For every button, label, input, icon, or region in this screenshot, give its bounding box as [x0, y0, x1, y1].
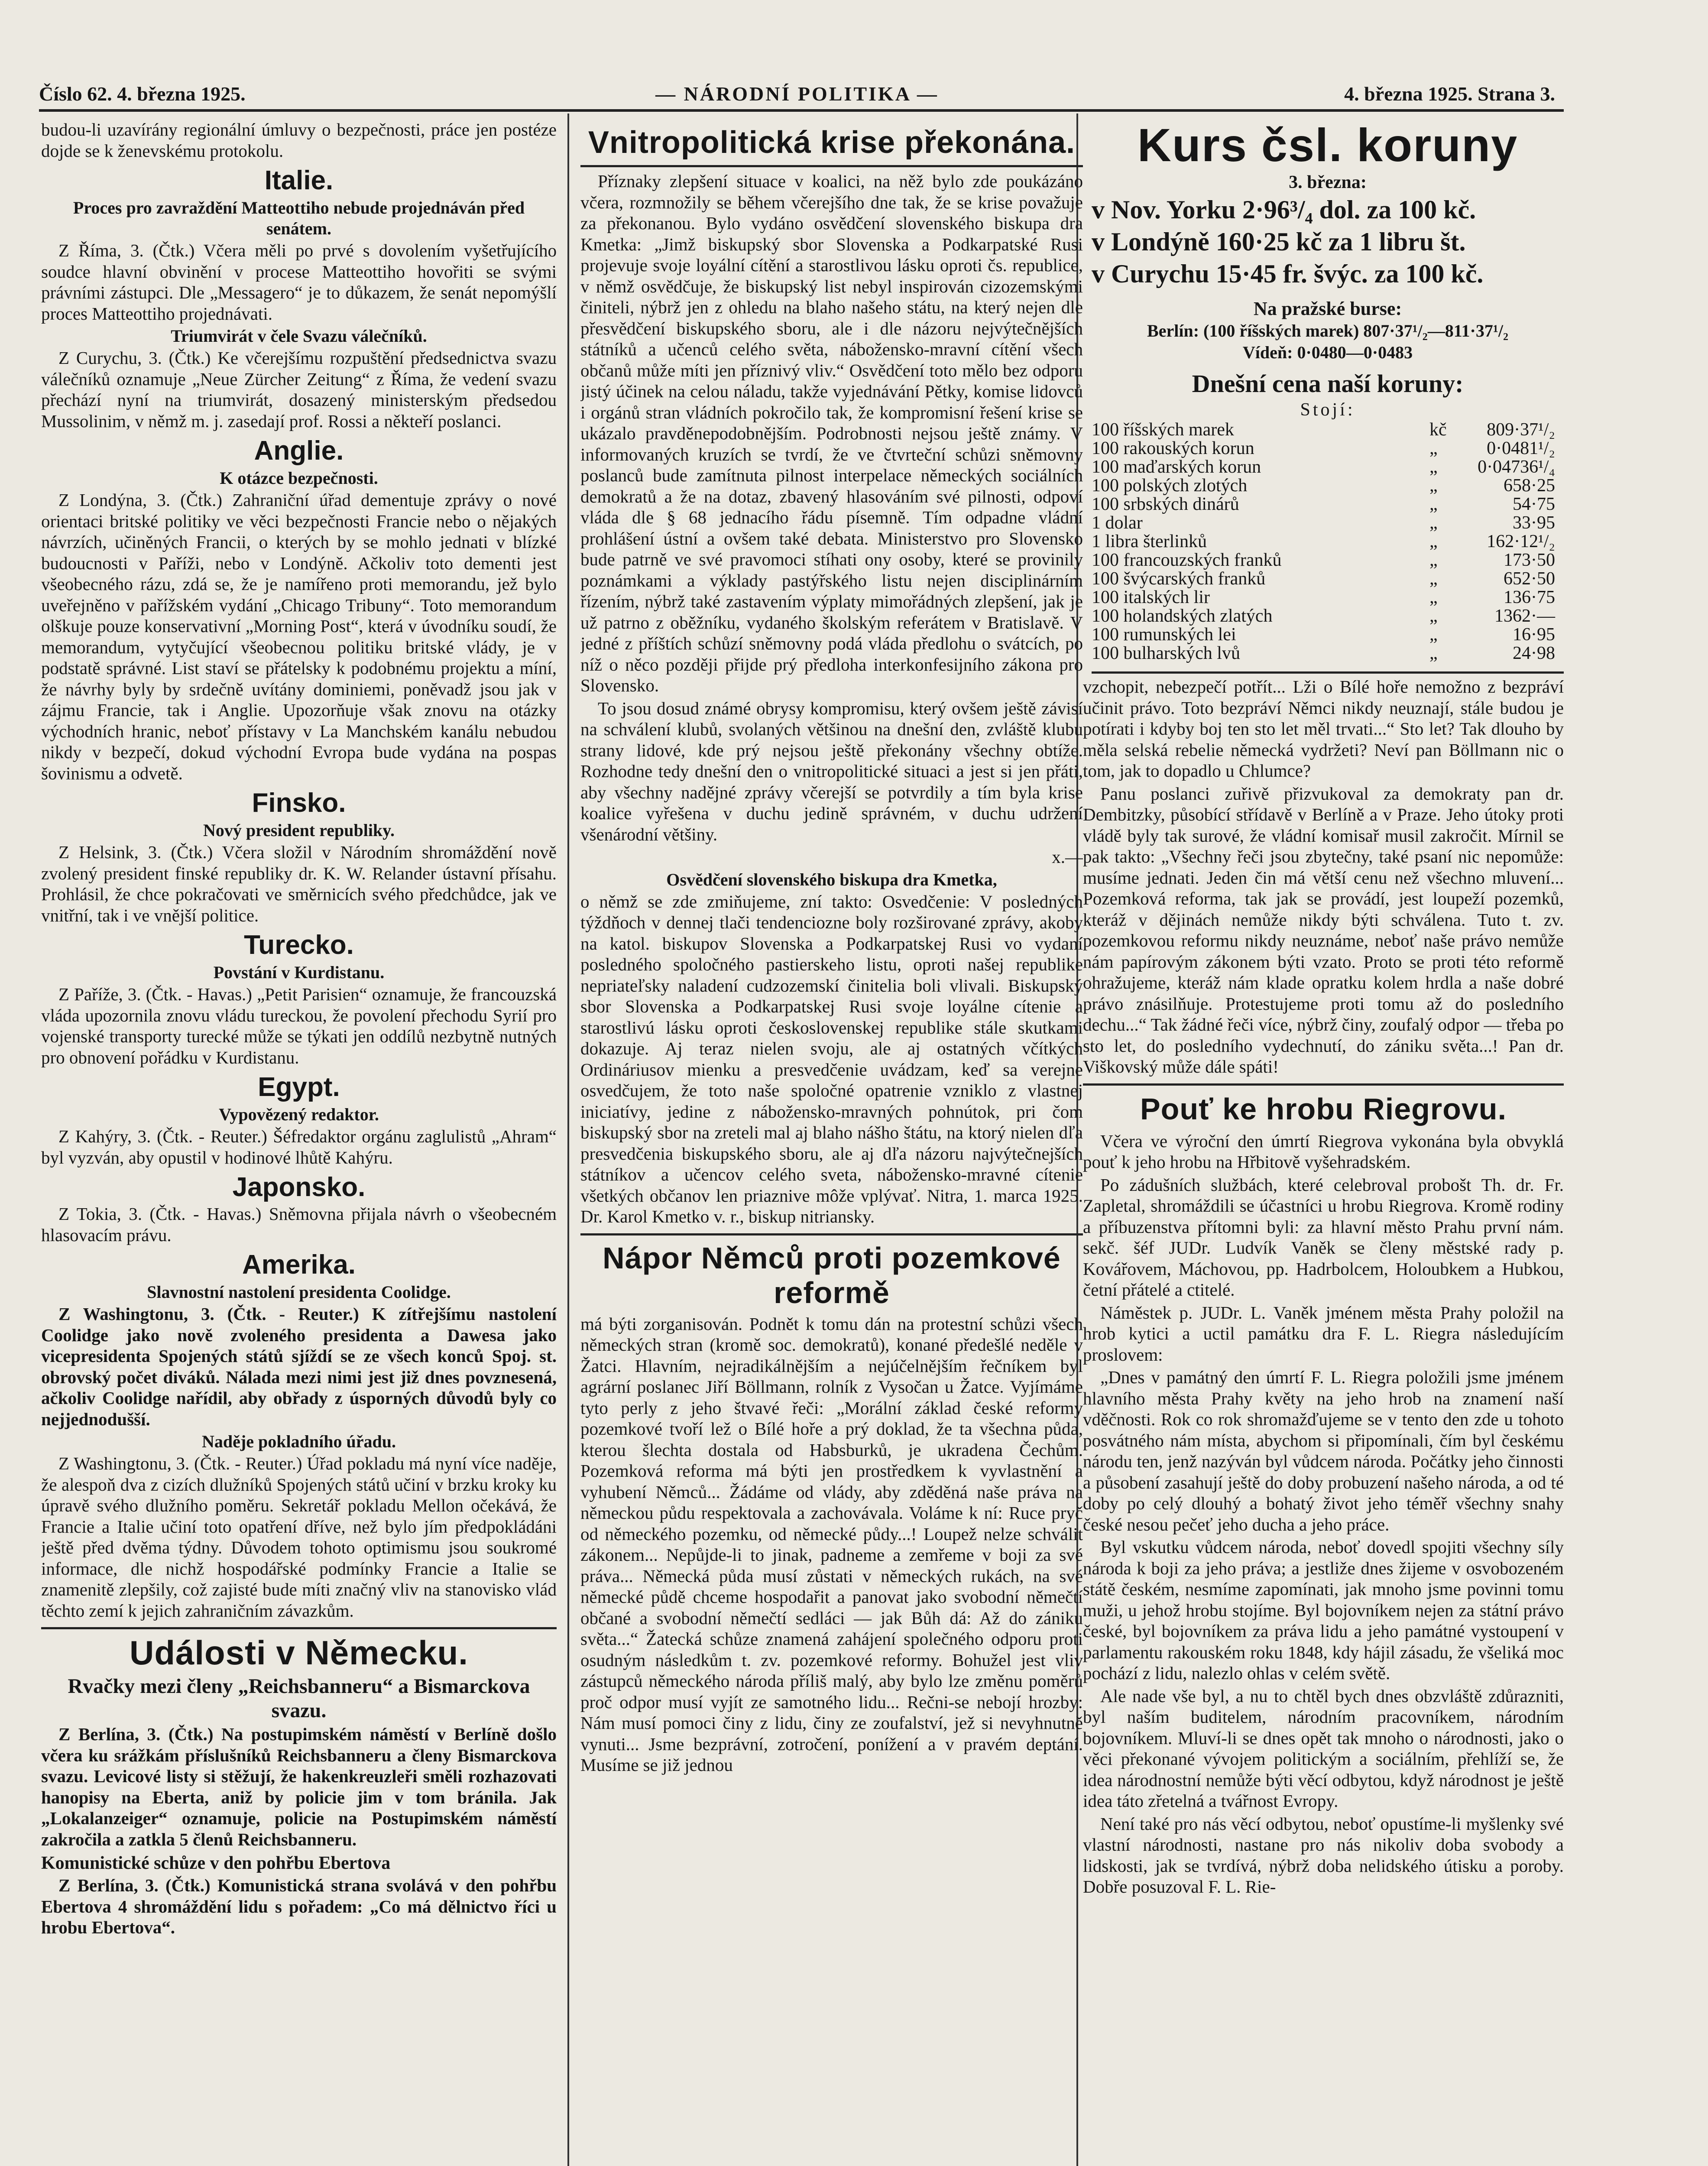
- subheading: Proces pro zavraždění Matteottiho nebude projednáván před senátem.: [73, 198, 525, 238]
- rate-row: [1092, 551, 1564, 570]
- rate-value: 33·95: [1513, 513, 1555, 533]
- column-3: [1083, 119, 1564, 2166]
- article-paragraph: Panu poslanci zuřivě přizvukoval za demokraty pan dr. Dembitzky, působící střídavě v Berlíně a v Praze. Jeho útoky proti vládě byly tak surové, že vládní komisař musil zakročit. Mírnil se pak takto: „Všechny řeči jsou zbytečny, také psaní nic nepomůže: musíme jednati. Jeden čin má větší cenu než všechno mluvení... Pozemková reforma, tak jak se provádí, jest loupeží pozemků, kteráž v dějinách nemůže nikdy býti schválena. Tuto t. zv. pozemkovou reformu nikdy neuznáme, neboť naše právo nemůže nám papírovým zákonem býti vzato. Proto se proti této reformě ohražujeme, kteráž nám klade opratku kolem hrdla a naše dobré právo znásilňuje. Protestujeme proti tomu až do posledního dechu...“ Tak žádné řeči více, nýbrž činy, zoufalý odpor — třeba po sto let, do posledního vydechnutí, do zániku světa...! Pan dr. Viškovský může dále spáti!: [1083, 783, 1564, 1077]
- rate-row: [1092, 514, 1564, 532]
- burse-vienna: Vídeň: 0·0480—0·0483: [1242, 343, 1413, 362]
- rate-unit: „: [1429, 587, 1438, 607]
- rate-value: 809·37¹/₂: [1487, 420, 1555, 440]
- subheading: Osvědčení slovenského biskupa dra Kmetka,: [666, 869, 997, 889]
- section-rule: [41, 1627, 557, 1629]
- header-page-number: 4. března 1925. Strana 3.: [1344, 83, 1555, 105]
- page-header: [39, 82, 1555, 106]
- article-paragraph: Byl vskutku vůdcem národa, neboť dovedl spojiti všechny síly národa k boji za jeho práva; a jestliže dnes žijeme v osvobozeném státě českém, nesmíme zapomínati, jak mnoho jsme povinni tomu muži, u jehož hrobu stojíme. Byl bojovníkem nejen za státní právo české, byl bojovníkem za práva lidu a jeho památné vystoupení v parlamentu rakouském roku 1848, kdy hájil zásadu, že všeliká moc pochází z lidu, nalezlo ohlas v celém světě.: [1083, 1537, 1564, 1683]
- rate-value: 162·12¹/₂: [1487, 532, 1555, 551]
- rate-row: [1092, 458, 1564, 477]
- rate-unit: „: [1429, 532, 1438, 551]
- article-paragraph: Z Washingtonu, 3. (Čtk. - Reuter.) Úřad pokladu má nyní více naděje, že alespoň dva z cizích dlužníků Spojených států učiní v brzku kroky ku úpravě svého dlužního poměru. Sekretář pokladu Mellon očekává, že Francie a Italie učiní toto opatření dříve, než bylo jím předpokládáni ještě před dvěma týdny. Důvodem tohoto optimismu jsou soukromé informace, dle nichž hospodářské podmínky Francie a Italie se znamenitě zlepšily, což zajisté bude míti značný vliv na stanovisko vlád těchto zemí k jejich zahraničním závazkům.: [41, 1453, 557, 1621]
- section-title-japonsko: Japonsko.: [232, 1172, 366, 1202]
- kurs-london: v Londýně 160·25 kč za 1 libru št.: [1092, 227, 1466, 256]
- rate-value: 16·95: [1513, 625, 1555, 645]
- article-paragraph: Příznaky zlepšení situace v koalici, na něž bylo zde poukázáno včera, rozmnožily se během včerejšího dne tak, že se krise považuje za překonanou. Bylo vydáno osvědčení slovenského biskupa dra Kmetka: „Jimž biskupský sbor Slovenska a Podkarpatské Rusi projevuje svoje loyální cítění a starostlivou lásku oproti čs. republice, v němž osvědčuje, že biskupský list nebyl inspirován cizozemskými činiteli, nýbrž jen z ohledu na blaho našeho státu, na který nejen dle přesvědčení biskupského sboru, ale i dle názoru nejvýtečnějších státníků a učenců celého světa, nábožensko-mravní cítění všech občanů může míti jen příznivý vliv.“ Osvědčení toto mělo bez odporu jistý účinek na celou náladu, takže vyjednávání Pětky, komise lidovců i orgánů stran vládních pokročilo tak, že kompromisní řešení krise se ukázalo pravděnepodobnějším. Podrobnosti nejsou ještě známy. V informovaných kruzích se tvrdí, že ve čtvrteční schůzi sněmovny poslanců bude zamítnuta pilnost interpelace německých sociálních demokratů a že na dotaz, zbavený hlasováním své pilnosti, odpoví vláda dle § 68 jednacího řádu písemně. Tím odpadne vládní prohlášení ústní a ovšem také debata. Ministerstvo pro Slovensko bude patrně ve své pravomoci stíhati ony osoby, které se provinily poznámkami a výklady pastýřského listu nejen disciplinárním řízením, nýbrž také zastavením výplaty mimořádných zlepšení, jak je už patrno z oběžníku, vydaného školským referátem v Bratislavě. V jedné z příštích schůzí sněmovny podá vláda předlohu o svátcích, po níž o něco později přijde prý předloha interkonfesijního zákona pro Slovensko.: [580, 171, 1083, 695]
- article-paragraph: Z Tokia, 3. (Čtk. - Havas.) Sněmovna přijala návrh o všeobecném hlasovacím právu.: [41, 1204, 557, 1245]
- section-rule: [580, 1233, 1083, 1235]
- rate-value: 652·50: [1504, 569, 1555, 589]
- rate-label: 1 dolar: [1092, 513, 1143, 533]
- section-title-italie: Italie.: [264, 165, 334, 195]
- burse-heading: Na pražské burse:: [1253, 298, 1402, 319]
- subheading: K otázce bezpečnosti.: [220, 468, 378, 488]
- section-rule: [1092, 671, 1564, 674]
- section-rule: [1083, 1083, 1564, 1086]
- column-1: [41, 119, 557, 2166]
- article-paragraph: Náměstek p. JUDr. L. Vaněk jménem města Prahy položil na hrob kytici a uctil památku dra F. L. Riegra následujícím proslovem:: [1083, 1302, 1564, 1365]
- rate-unit: „: [1429, 625, 1438, 645]
- headline-nemecko: Události v Německu.: [130, 1634, 468, 1672]
- rate-unit: kč: [1429, 420, 1447, 440]
- article-paragraph: Ale nade vše byl, a nu to chtěl bych dnes obzvláště zdůrazniti, byl naším buditelem, národním pracovníkem, národním bojovníkem. Mluví-li se dnes opět tak mnoho o národnosti, jako o věci překonané vývojem politickým a sociálním, přehlíží se, že idea národnostní nemůže býti věcí odbytou, když národnost je ještě idea táto zřetelná a tvářnost Evropy.: [1083, 1686, 1564, 1811]
- rate-label: 100 srbských dinárů: [1092, 494, 1239, 514]
- subheading: Nový president republiky.: [203, 820, 395, 840]
- article-paragraph: Včera ve výroční den úmrtí Riegrova vykonána byla obvyklá pouť k jeho hrobu na Hřbitově vyšehradském.: [1083, 1131, 1564, 1172]
- author-sign: x.—: [1052, 847, 1083, 867]
- section-title-anglie: Anglie.: [254, 436, 344, 466]
- header-rule: [39, 109, 1564, 112]
- subheading: Povstání v Kurdistanu.: [213, 963, 385, 982]
- article-paragraph: Z Curychu, 3. (Čtk.) Ke včerejšímu rozpuštění předsednictva svazu válečníků oznamuje „Neue Zürcher Zeitung“ z Říma, že vedení svazu přechází nyní na triumvirát, dosazený ministerským předsedou Mussolinim, v němž m. j. zasedají prof. Rossi a někteří poslanci.: [41, 348, 557, 431]
- intro-paragraph: budou-li uzavírány regionální úmluvy o bezpečnosti, práce jen postéze dojde se k ženevskému protokolu.: [41, 120, 557, 161]
- rate-row: [1092, 477, 1564, 495]
- rate-label: 100 holandských zlatých: [1092, 606, 1273, 626]
- rate-value: 24·98: [1513, 643, 1555, 663]
- rates-table: [1092, 421, 1564, 663]
- column-divider-1: [567, 113, 569, 2166]
- rate-label: 100 říšských marek: [1092, 420, 1234, 440]
- article-paragraph: Po zádušních službách, které celebroval probošt Th. dr. Fr. Zapletal, shromáždili se účastníci u hrobu Riegrova. Kromě rodiny a příbuzenstva přítomni byli: za hlavní město Prahu první nám. sekč. šéf JUDr. Ludvík Vaněk se členy městské rady p. Kovářovem, Máchovou, pp. Hadrbolcem, Holoubkem a Hubkou, četní přátelé a ctitelé.: [1083, 1174, 1564, 1300]
- kurs-date: 3. března:: [1289, 172, 1367, 192]
- subheading: Rvačky mezi členy „Reichsbanneru“ a Bismarckova svazu.: [68, 1675, 530, 1722]
- subheading: Komunistické schůze v den pohřbu Ebertova: [41, 1853, 391, 1873]
- article-paragraph: vzchopit, nebezpečí potřít... Lži o Bílé hoře nemožno z bezpráví učinit právo. Toto bezpráví Němci nikdy neuznají, stále budou je potírati i kdyby boj ten sto let měl trvati...“ Sto let? Tak dlouho by měla selská rebelie německá vydržeti? Neví pan Böllmann nic o tom, jak to dopadlo u Chlumce?: [1083, 677, 1564, 781]
- rate-value: 0·0481¹/₂: [1487, 438, 1555, 458]
- rate-value: 173·50: [1504, 550, 1555, 570]
- article-paragraph: Z Berlína, 3. (Čtk.) Komunistická strana svolává v den pohřbu Ebertova 4 shromáždění lidu s pořadem: „Co má dělnictvo říci u hrobu Ebertova“.: [41, 1875, 557, 1937]
- rate-row: [1092, 439, 1564, 458]
- headline-riegr: Pouť ke hrobu Riegrovu.: [1140, 1092, 1507, 1126]
- article-paragraph: To jsou dosud známé obrysy kompromisu, který ovšem ještě závisí na schválení klubů, svolaných většinou na dnešní den, zvláště klubu strany lidové, kde prý nejsou ještě překonány všechny obtíže. Rozhodne tedy dnešní den o vnitropolitické situaci a jest si jen přáti, aby všechny nadějné zprávy včerejší se potvrdily a tím byla krise koalice vyřešena v duchu jedině správném, v duchu udržení všenárodní většiny.: [580, 698, 1083, 844]
- rate-unit: „: [1429, 643, 1438, 663]
- article-paragraph: Z Helsink, 3. (Čtk.) Včera složil v Národním shromáždění nově zvolený president finské republiky dr. K. W. Relander ústavní přísahu. Prohlásil, že chce pokračovati ve směrnicích svého předchůdce, jak ve vnitřní, tak i ve vnější politice.: [41, 842, 557, 925]
- cena-heading: Dnešní cena naší koruny:: [1192, 370, 1464, 398]
- rate-row: [1092, 644, 1564, 663]
- rate-row: [1092, 570, 1564, 588]
- subheading: Naděje pokladního úřadu.: [202, 1432, 396, 1451]
- article-paragraph: „Dnes v památný den úmrtí F. L. Riegra položili jsme jménem hlavního města Prahy květy na jeho hrob na znamení naší vděčnosti. Rok co rok shromažďujeme se v tento den zde u tohoto posvátného nám místa, abychom si připomínali, čím byl českému národu ten, jenž nazýván byl vůdcem národa. Počátky jeho činnosti a působení zasahují ještě do doby probuzení našeho národa, a od té doby po celý dlouhý a bohatý život jeho téměř všechny snahy české nesou pečeť jeho ducha a jeho práce.: [1083, 1367, 1564, 1534]
- rate-value: 658·25: [1504, 476, 1555, 496]
- article-paragraph: Z Paříže, 3. (Čtk. - Havas.) „Petit Parisien“ oznamuje, že francouzská vláda upozornila znovu vládu tureckou, že povolení přechodu Syrií pro vojenské transporty turecké může se týkati jen oddílů nezbytně nutných pro obnovení pořádku v Kurdistanu.: [41, 984, 557, 1067]
- article-paragraph: Z Berlína, 3. (Čtk.) Na postupimském náměstí v Berlíně došlo včera ku srážkám příslušníků Reichsbanneru a členy Bismarckova svazu. Levicové listy si stěžují, že hakenkreuzleři směli rozhazovati hanopisy na Eberta, aniž by policie jim v tom bránila. Jak „Lokalanzeiger“ oznamuje, policie na Postupimském náměstí zakročila a zatkla 5 členů Reichsbanneru.: [41, 1724, 557, 1849]
- article-paragraph: Z Kahýry, 3. (Čtk. - Reuter.) Šéfredaktor orgánu zaglulistů „Ahram“ byl vyzván, aby opustil v hodinové lhůtě Kahýru.: [41, 1126, 557, 1167]
- subheading: Vypovězený redaktor.: [219, 1105, 379, 1124]
- burse-berlin: Berlín: (100 říšských marek) 807·37¹/₂—811·37¹/₂: [1147, 321, 1508, 340]
- rate-label: 100 polských zlotých: [1092, 476, 1248, 496]
- rate-row: [1092, 626, 1564, 644]
- rate-row: [1092, 532, 1564, 551]
- kurs-new-york: v Nov. Yorku 2·96³/₄ dol. za 100 kč.: [1092, 195, 1476, 224]
- article-paragraph: Z Londýna, 3. (Čtk.) Zahraniční úřad dementuje zprávy o nové orientaci britské politiky ve věci bezpečnosti Francie nebo o nějakých návrzích, učiněných Francii, o kterých by se mohlo jednati v blízké budoucnosti v Paříži, nebo v Londýně. Ačkoliv toto dementi jest všeobecného rázu, zdá se, že je namířeno proti memorandu, jež bylo uveřejněno v pařížském vydání „Chicago Tribuny“. Toto memorandum olškuje pouze konservativní „Morning Post“, která v úvodníku soudí, že memorandum, vytyčující všeobecnou politiku britské vlády, je v podstatě správné. List staví se přátelsky k podobnému projektu a míní, že návrhy byly by srdečně uvítány dominiemi, poněvadž jsou jak v zájmu Francie, tak i Anglie. Upozorňuje však znovu na otázky východních hranic, neboť přístavy v La Manchském kanálu nebudou nikdy v bezpečí, dokud východní Evropa bude vydána na pospas šovinismu a odvetě.: [41, 490, 557, 783]
- kurs-title: Kurs čsl. koruny: [1137, 119, 1518, 171]
- section-title-finsko: Finsko.: [252, 788, 346, 818]
- section-title-egypt: Egypt.: [258, 1072, 340, 1102]
- rate-label: 100 rumunských lei: [1092, 625, 1236, 645]
- rate-row: [1092, 588, 1564, 607]
- rate-row: [1092, 495, 1564, 514]
- rate-unit: „: [1429, 476, 1438, 496]
- rate-unit: „: [1429, 513, 1438, 533]
- rate-label: 100 maďarských korun: [1092, 457, 1261, 477]
- rate-label: 100 rakouských korun: [1092, 438, 1254, 458]
- section-title-amerika: Amerika.: [242, 1250, 356, 1280]
- rate-label: 100 italských lir: [1092, 587, 1210, 607]
- rate-value: 0·04736¹/₄: [1478, 457, 1555, 477]
- rate-unit: „: [1429, 494, 1438, 514]
- rate-label: 100 francouzských franků: [1092, 550, 1282, 570]
- article-paragraph: Z Říma, 3. (Čtk.) Včera měli po prvé s dovolením vyšetřujícího soudce hlavní obvinění v procese Matteottiho hovořiti se svými právními zástupci. Dle „Messagero“ je to důkazem, že senát nepomýšlí proces Matteottiho projednávati.: [41, 240, 557, 324]
- rate-unit: „: [1429, 606, 1438, 626]
- rate-value: 1362·—: [1494, 606, 1555, 626]
- subheading: Slavnostní nastolení presidenta Coolidge.: [147, 1282, 451, 1302]
- rate-label: 1 libra šterlinků: [1092, 532, 1207, 551]
- article-paragraph: o němž se zde zmiňujeme, zní takto: Osvedčenie: V posledných týždňoch v dennej tlači tendenciozne boly rozširované zprávy, akoby na katol. biskupov Slovenska a Podkarpatskej Rusi vo vydaní posledného spoločného pastierskeho listu, oproti našej republike nepriateľsky naladení cudzozemskí činitelia boli vlivali. Biskupský sbor Slovenska a Podkarpatskej Rusi svoje loyálne cítenie a starostlivú lásku oproti československej republike stále skutkami dokazuje. Aj teraz nielen svoju, ale aj ostatných včítkých Ordináriusov mienku a presvedčenie uvádzam, keď sa verejne osvedčujem, že toto naše spoločné opatrenie vzniklo z vlastnej iniciatívy, jedine z nábožensko-mravných pohnútok, pri čom biskupský sbor na zreteli mal aj blaho nášho štátu, na ktorý nielen dľa presvedčenia biskupského sboru, ale aj dľa názoru najvýtečnejších státníkov a učencov celého sveta, nábožensko-mravné cítenie všetkých občanov len priaznive môže vplývať. Nitra, 1. marca 1925. Dr. Karol Kmetko v. r., biskup nitriansky.: [580, 891, 1083, 1226]
- column-2: [580, 119, 1083, 2166]
- rate-value: 136·75: [1504, 587, 1555, 607]
- rate-value: 54·75: [1513, 494, 1555, 514]
- rate-unit: „: [1429, 550, 1438, 570]
- stoji-label: Stojí:: [1300, 400, 1355, 420]
- rate-unit: „: [1429, 457, 1438, 477]
- headline-napor: Nápor Němců proti pozemkové reformě: [603, 1241, 1061, 1310]
- headline-krise: Vnitropolitická krise překonána.: [580, 124, 1083, 167]
- article-paragraph: Z Washingtonu, 3. (Čtk. - Reuter.) K zítřejšímu nastolení Coolidge jako nově zvoleného presidenta a Dawesa jako vicepresidenta Spojených států sjíždí se ze všech konců Spoj. st. obrovský počet diváků. Nálada mezi nimi jest již dnes povznesená, ačkoliv Coolidge nařídil, aby obřady z úsporných důvodů byly co nejjednodušší.: [41, 1304, 557, 1429]
- subheading: Triumvirát v čele Svazu válečníků.: [171, 326, 427, 346]
- header-masthead: — NÁRODNÍ POLITIKA —: [655, 83, 939, 105]
- rate-unit: „: [1429, 438, 1438, 458]
- header-issue: Číslo 62. 4. března 1925.: [39, 83, 246, 105]
- section-title-turecko: Turecko.: [244, 930, 354, 960]
- rate-label: 100 bulharských lvů: [1092, 643, 1240, 663]
- article-paragraph: má býti zorganisován. Podnět k tomu dán na protestní schůzi všech německých stran (kromě soc. demokratů), konané předešlé neděle v Žatci. Hlavním, nejradikálnějším a nejúčelnějším řečníkem byl agrární poslanec Jiří Böllmann, rolník z Vysočan u Žatce. Vyjímáme tyto perly z jeho štvavé řeči: „Morální základ české reformy pozemkové tvoří lež o Bílé hoře a prý doklad, že ta všechna půda, kterou šlechta dostala od Habsburků, je ukradena Čechům. Pozemková reforma má býti jen prostředkem k vyvlastnění a vyhubení Němců... Žádáme od vlády, aby zděděná naše práva na německou půdu respektovala a zachovávala. Voláme k ní: Ruce pryč od německého pozemku, od německé půdy...! Loupež nelze schválit zákonem... Nepůjde-li to jinak, padneme a zemřeme v boji za své práva... Německá půda musí zůstati v německých rukách, na své německé půdě chceme hospodařit a panovat jako svobodní němečtí občané a svobodní němečtí sedláci — jak Bůh dá: Až do zániku světa...“ Žatecká schůze znamená zahájení společného odporu proti osudným následkům t. zv. pozemkové reformy. Bohužel jest vliv zástupců německého národa příliš malý, aby bylo lze změnu poměrů proč odpor musí vyjít ze samotného lidu... Rečni-se nebojí hrozby: Nám musí pomoci činy z lidu, činy ze zoufalství, jež si nevyhnutně vynuti... Jsme bezprávní, zotročení, ponížení a v pravém deptání. Musíme se již jednou: [580, 1313, 1083, 1775]
- article-paragraph: Není také pro nás věcí odbytou, neboť opustíme-li myšlenky své vlastní národnosti, nastane pro nás nikoliv doba svobody a lidskosti, jak se tvrdívá, nýbrž doba nelidského útisku a poroby. Dobře posuzoval F. L. Rie-: [1083, 1813, 1564, 1897]
- rate-label: 100 švýcarských franků: [1092, 569, 1266, 589]
- rate-unit: „: [1429, 569, 1438, 589]
- rate-row: [1092, 421, 1564, 439]
- rate-row: [1092, 607, 1564, 626]
- kurs-zurich: v Curychu 15·45 fr. švýc. za 100 kč.: [1092, 259, 1484, 288]
